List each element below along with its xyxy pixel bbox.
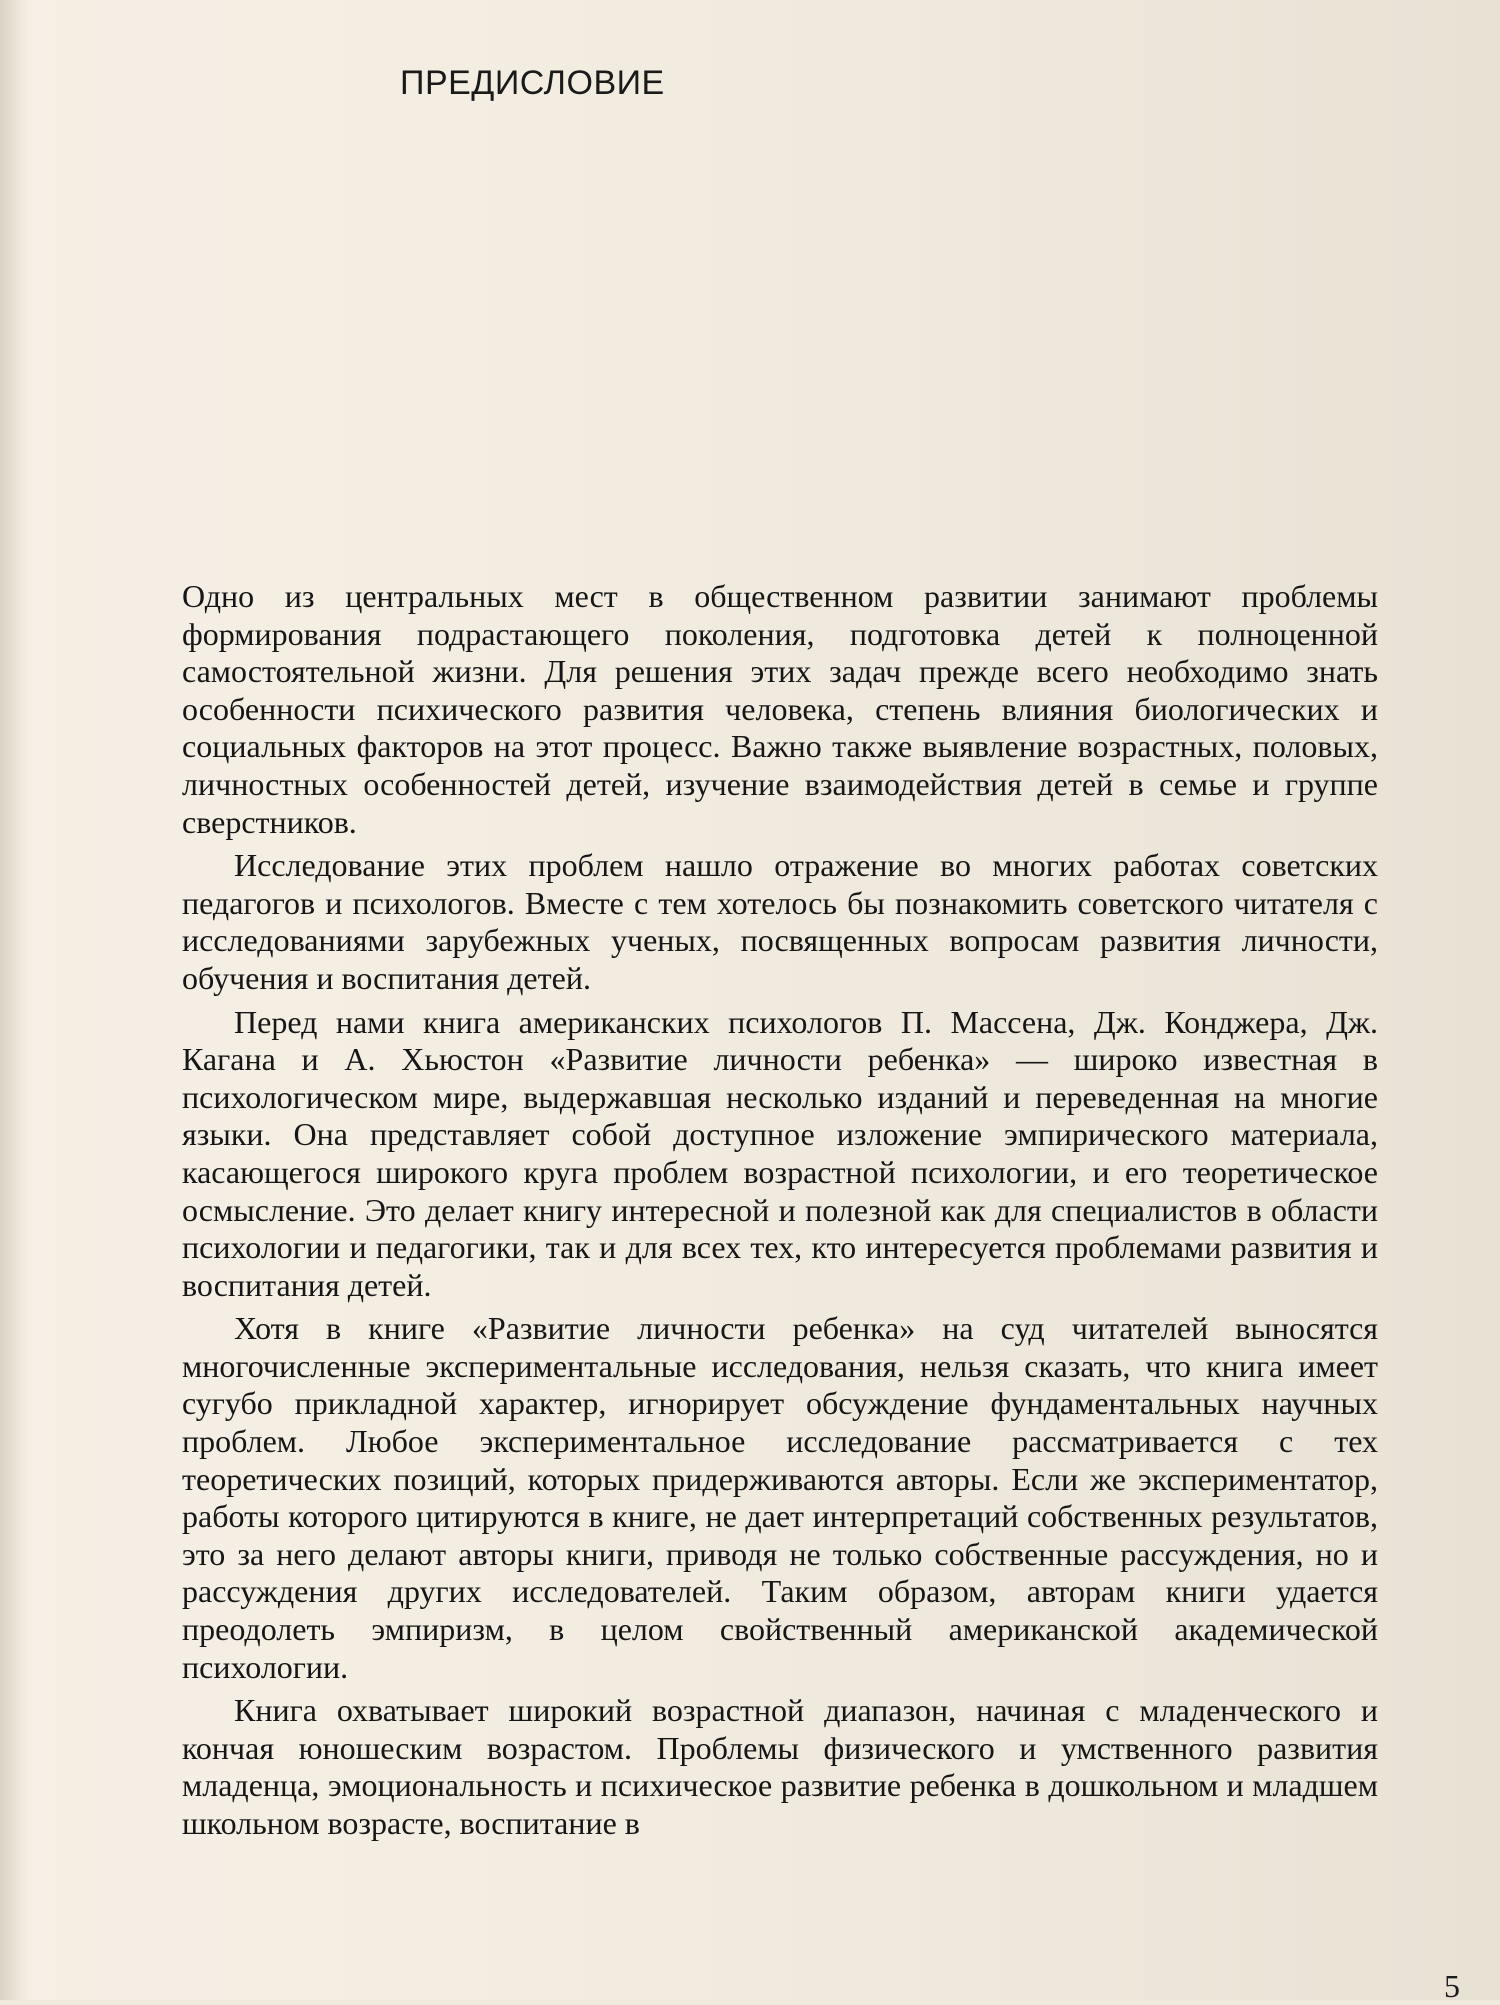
paragraph-4: Хотя в книге «Развитие личности ребенка» на суд читателей выносятся многочисленные экспериментальные исследования, нельзя сказать, что книга имеет сугубо прикладной характер, игнорирует обсуждение фундаментальных научных проблем. Любое экспериментальное исследование рассматривается с тех теоретических позиций, которых придерживаются авторы. Если же экспериментатор, работы которого цитируются в книге, не дает интерпретаций собственных результатов, это за него делают авторы книги, приводя не только собственные рассуждения, но и рассуждения других исследователей. Таким образом, авторам книги удается преодолеть эмпиризм, в целом свойственный американской академической психологии. xyxy=(182,1310,1378,1685)
paragraph-5: Книга охватывает широкий возрастной диапазон, начиная с младенческого и кончая юношеским возрастом. Проблемы физического и умственного развития младенца, эмоциональность и психическое развитие ребенка в дошкольном и младшем школьном возрасте, воспитание в xyxy=(182,1692,1378,1841)
paragraph-1: Одно из центральных мест в общественном развитии занимают проблемы формирования подрастающего поколения, подготовка детей к полноценной самостоятельной жизни. Для решения этих задач прежде всего необходимо знать особенности психического развития человека, степень влияния биологических и социальных факторов на этот процесс. Важно также выявление возрастных, половых, личностных особенностей детей, изучение взаимодействия детей в семье и группе сверстников. xyxy=(182,578,1378,840)
page-heading: ПРЕДИСЛОВИЕ xyxy=(400,64,665,102)
paragraph-3: Перед нами книга американских психологов П. Массена, Дж. Конджера, Дж. Кагана и А. Хьюстон «Развитие личности ребенка» — широко известная в психологическом мире, выдержавшая несколько изданий и переведенная на многие языки. Она представляет собой доступное изложение эмпирического материала, касающегося широкого круга проблем возрастной психологии, и его теоретическое осмысление. Это делает книгу интересной и полезной как для специалистов в области психологии и педагогики, так и для всех тех, кто интересуется проблемами развития и воспитания детей. xyxy=(182,1003,1378,1303)
page-gutter-shadow xyxy=(0,0,28,2000)
page-number: 5 xyxy=(1444,1968,1460,2004)
paragraph-2: Исследование этих проблем нашло отражение во многих работах советских педагогов и психологов. Вместе с тем хотелось бы познакомить советского читателя с исследованиями зарубежных ученых, посвященных вопросам развития личности, обучения и воспитания детей. xyxy=(182,847,1378,996)
body-text xyxy=(182,578,1378,1849)
